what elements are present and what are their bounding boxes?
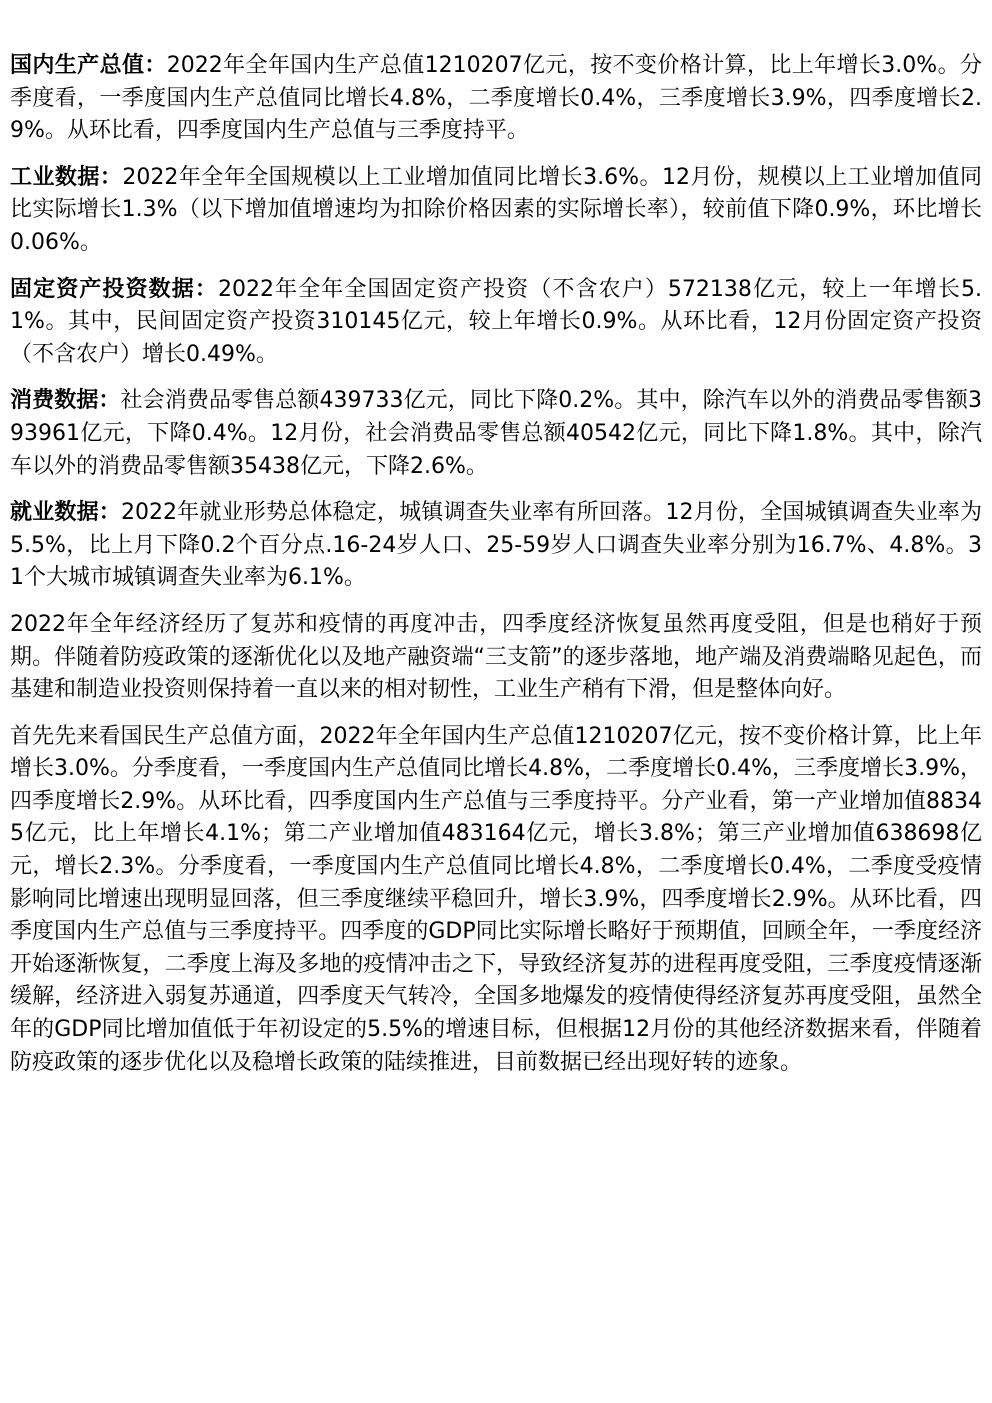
paragraph-text: 社会消费品零售总额439733亿元，同比下降0.2%。其中，除汽车以外的消费品零售额393961亿元，下降0.4%。12月份，社会消费品零售总额40542亿元，同比下降1.8%。其中，除汽车以外的消费品零售额35438亿元，下降2.6%。 xyxy=(10,388,982,479)
paragraph-fixed-asset-investment xyxy=(10,274,982,372)
paragraph-industry xyxy=(10,162,982,260)
paragraph-gdp-analysis xyxy=(10,721,982,1080)
paragraph-text: 2022年全年全国固定资产投资（不含农户）572138亿元，较上一年增长5.1%。其中，民间固定资产投资310145亿元，较上年增长0.9%。从环比看，12月份固定资产投资（不含农户）增长0.49%。 xyxy=(10,276,982,367)
paragraph-summary xyxy=(10,609,982,707)
paragraph-text: 2022年就业形势总体稳定，城镇调查失业率有所回落。12月份，全国城镇调查失业率为5.5%，比上月下降0.2个百分点.16-24岁人口、25-59岁人口调查失业率分别为16.7%、4.8%。31个大城市城镇调查失业率为6.1%。 xyxy=(10,500,982,591)
paragraph-heading: 消费数据： xyxy=(10,388,121,414)
paragraph-consumption xyxy=(10,385,982,483)
paragraph-gdp xyxy=(10,50,982,148)
paragraph-text: 首先先来看国民生产总值方面，2022年全年国内生产总值1210207亿元，按不变价格计算，比上年增长3.0%。分季度看，一季度国内生产总值同比增长4.8%，二季度增长0.4%，三季度增长3.9%，四季度增长2.9%。从环比看，四季度国内生产总值与三季度持平。分产业看，第一产业增加值88345亿元，比上年增长4.1%；第二产业增加值483164亿元，增长3.8%；第三产业增加值638698亿元，增长2.3%。分季度看，一季度国内生产总值同比增长4.8%，二季度增长0.4%，二季度受疫情影响同比增速出现明显回落，但三季度继续平稳回升，增长3.9%，四季度增长2.9%。从环比看，四季度国内生产总值与三季度持平。四季度的GDP同比实际增长略好于预期值，回顾全年，一季度经济开始逐渐恢复，二季度上海及多地的疫情冲击之下，导致经济复苏的进程再度受阻，三季度疫情逐渐缓解，经济进入弱复苏通道，四季度天气转冷，全国多地爆发的疫情使得经济复苏再度受阻，虽然全年的GDP同比增加值低于年初设定的5.5%的增速目标，但根据12月份的其他经济数据来看，伴随着防疫政策的逐步优化以及稳增长政策的陆续推进，目前数据已经出现好转的迹象。 xyxy=(10,723,982,1075)
paragraph-heading: 工业数据： xyxy=(10,164,123,190)
paragraph-heading: 就业数据： xyxy=(10,500,121,526)
paragraph-heading: 国内生产总值： xyxy=(10,53,167,78)
paragraph-employment xyxy=(10,497,982,595)
paragraph-text: 2022年全年全国规模以上工业增加值同比增长3.6%。12月份，规模以上工业增加值同比实际增长1.3%（以下增加值增速均为扣除价格因素的实际增长率），较前值下降0.9%，环比增长0.06%。 xyxy=(10,164,982,255)
paragraph-text: 2022年全年经济经历了复苏和疫情的再度冲击，四季度经济恢复虽然再度受阻，但是也稍好于预期。伴随着防疫政策的逐渐优化以及地产融资端“三支箭”的逐步落地，地产端及消费端略见起色，而基建和制造业投资则保持着一直以来的相对韧性，工业生产稍有下滑，但是整体向好。 xyxy=(10,611,982,703)
document-body xyxy=(10,50,982,1093)
paragraph-text: 2022年全年国内生产总值1210207亿元，按不变价格计算，比上年增长3.0%。分季度看，一季度国内生产总值同比增长4.8%，二季度增长0.4%，三季度增长3.9%，四季度增长2.9%。从环比看，四季度国内生产总值与三季度持平。 xyxy=(10,53,982,144)
paragraph-heading: 固定资产投资数据： xyxy=(10,276,218,302)
